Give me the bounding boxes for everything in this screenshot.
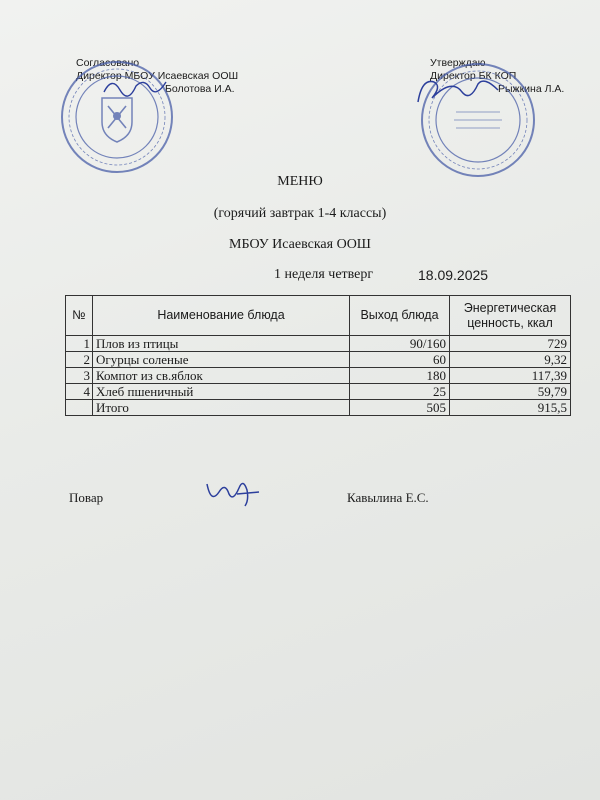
header-dish-name: Наименование блюда (93, 296, 350, 336)
menu-title: МЕНЮ (277, 174, 323, 189)
approval-left-label: Согласовано (76, 57, 140, 69)
header-yield: Выход блюда (350, 296, 450, 336)
school-name: МБОУ Исаевская ООШ (229, 237, 371, 252)
total-yield: 505 (350, 400, 450, 416)
row-yield: 90/160 (350, 336, 450, 352)
header-energy: Энергетическая ценность, ккал (450, 296, 571, 336)
row-energy: 59,79 (450, 384, 571, 400)
director-signature-left-icon (100, 72, 170, 102)
row-dish-name: Огурцы соленые (93, 352, 350, 368)
table-row (66, 384, 571, 400)
cook-name: Кавылина Е.С. (347, 490, 429, 505)
row-dish-name: Плов из птицы (93, 336, 350, 352)
table-row (66, 368, 571, 384)
approval-left-position: Директор МБОУ Исаевская ООШ (76, 70, 239, 82)
table-row (66, 336, 571, 352)
menu-subtitle: (горячий завтрак 1-4 классы) (213, 206, 387, 221)
row-yield: 25 (350, 384, 450, 400)
approval-right-position: Директор БК КОП (430, 70, 517, 82)
cook-signature-icon (203, 474, 263, 510)
row-energy: 117,39 (450, 368, 571, 384)
menu-date: 18.09.2025 (418, 267, 489, 283)
menu-table (65, 295, 571, 416)
director-signature-right-icon (412, 72, 502, 112)
table-header-row (66, 296, 571, 336)
approval-right-name: Рыжкина Л.А. (498, 83, 565, 95)
row-dish-name: Компот из св.яблок (93, 368, 350, 384)
week-day: 1 неделя четверг (274, 267, 374, 282)
row-number: 1 (66, 336, 93, 352)
approval-left-name: Болотова И.А. (165, 83, 235, 95)
row-dish-name: Хлеб пшеничный (93, 384, 350, 400)
total-label: Итого (93, 400, 350, 416)
row-yield: 180 (350, 368, 450, 384)
row-yield: 60 (350, 352, 450, 368)
row-energy: 729 (450, 336, 571, 352)
table-row (66, 352, 571, 368)
total-number-empty (66, 400, 93, 416)
table-total-row (66, 400, 571, 416)
row-number: 3 (66, 368, 93, 384)
row-energy: 9,32 (450, 352, 571, 368)
row-number: 2 (66, 352, 93, 368)
approval-right-label: Утверждаю (430, 57, 486, 69)
cook-label: Повар (69, 490, 104, 505)
header-number: № (66, 296, 93, 336)
row-number: 4 (66, 384, 93, 400)
total-energy: 915,5 (450, 400, 571, 416)
